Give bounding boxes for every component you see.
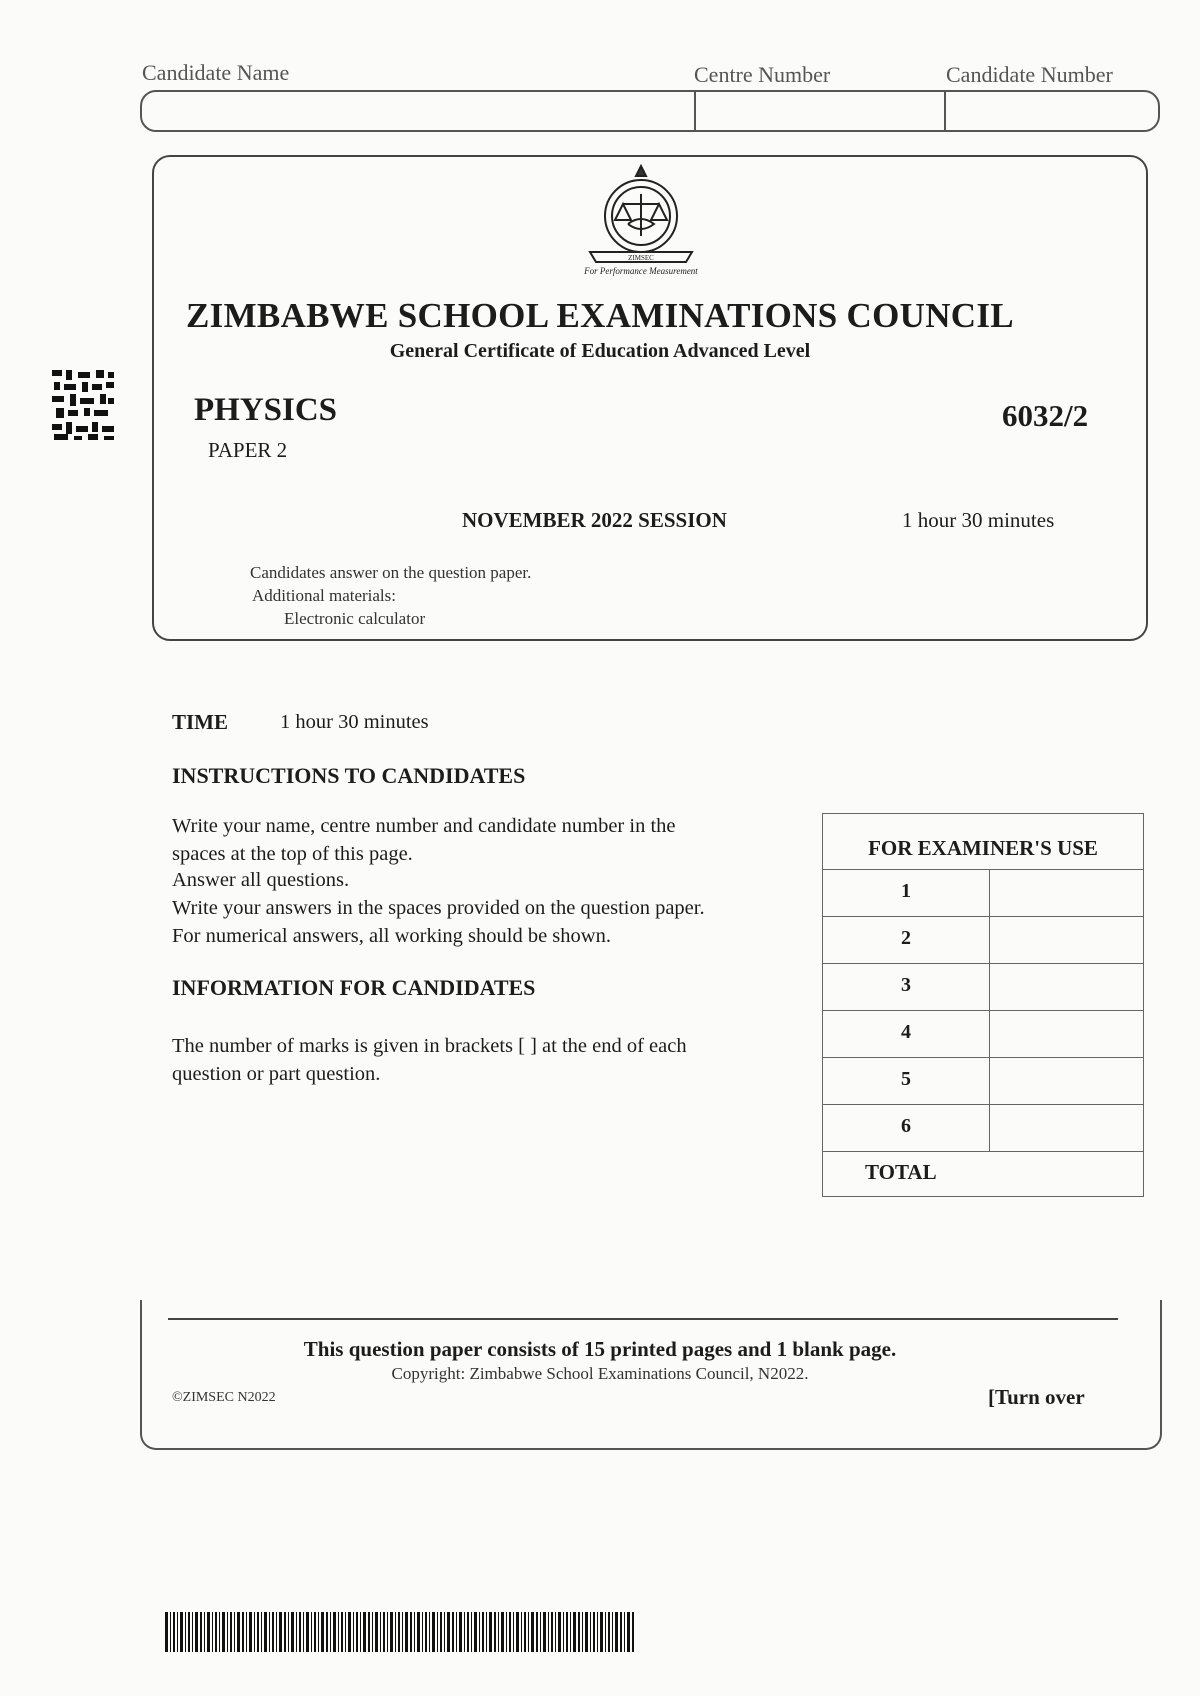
instructions-line: Write your name, centre number and candidate number in the [172,815,676,837]
instructions-line: Answer all questions. [172,869,350,891]
information-line: question or part question. [172,1063,381,1085]
candidate-name-label: Candidate Name [142,60,290,85]
motto-text: For Performance Measurement [584,266,698,276]
qr-code [50,368,116,442]
qualification-title: General Certificate of Education Advanced Level [389,340,811,362]
time-value: 1 hour 30 minutes [280,711,429,733]
barcode [165,1612,635,1652]
materials-label: Additional materials: [252,586,396,605]
instructions-line: For numerical answers, all working should be shown. [172,925,611,947]
mark-cell[interactable] [989,964,1143,1010]
table-row [823,1010,1143,1057]
question-number: 1 [901,880,911,902]
question-number: 3 [901,974,911,996]
turn-over-note: [Turn over [988,1385,1085,1409]
mark-cell[interactable] [989,1058,1143,1104]
paper-number: PAPER 2 [208,438,288,462]
question-number: 5 [901,1068,911,1090]
duration-label: 1 hour 30 minutes [902,508,1055,532]
syllabus-code: 6032/2 [1002,398,1089,433]
information-line: The number of marks is given in brackets [ ] at the end of each [172,1035,687,1057]
time-label: TIME [172,710,229,734]
question-number: 4 [901,1021,911,1043]
materials-item: Electronic calculator [284,609,426,628]
answer-note: Candidates answer on the question paper. [250,563,532,582]
information-heading: INFORMATION FOR CANDIDATES [172,975,536,1000]
centre-number-field[interactable] [698,94,942,130]
mark-cell[interactable] [989,1105,1143,1151]
total-row [823,1151,1143,1198]
council-title: ZIMBABWE SCHOOL EXAMINATIONS COUNCIL [186,296,1014,335]
session-label: NOVEMBER 2022 SESSION [462,508,727,532]
crest-banner-text: ZIMSEC [628,254,654,262]
page-count-note: This question paper consists of 15 printed pages and 1 blank page. [303,1337,897,1361]
box-divider [944,92,946,132]
table-row [823,869,1143,916]
box-divider [694,92,696,132]
instructions-heading: INSTRUCTIONS TO CANDIDATES [172,763,526,788]
candidate-name-field[interactable] [145,94,693,130]
mark-cell[interactable] [989,1011,1143,1057]
question-number: 2 [901,927,911,949]
zimsec-crest-logo [566,160,716,278]
total-label: TOTAL [865,1160,937,1184]
footer-divider [168,1318,1118,1320]
examiner-use-table [822,813,1144,1197]
table-row [823,1104,1143,1151]
zimsec-code: ©ZIMSEC N2022 [172,1390,276,1405]
mark-cell[interactable] [989,870,1143,916]
candidate-number-label: Candidate Number [946,62,1113,87]
centre-number-label: Centre Number [694,62,831,87]
examiner-table-heading: FOR EXAMINER'S USE [868,836,1098,860]
table-row [823,963,1143,1010]
mark-cell[interactable] [989,917,1143,963]
candidate-number-field[interactable] [948,94,1156,130]
table-row [823,1057,1143,1104]
question-number: 6 [901,1115,911,1137]
instructions-line: Write your answers in the spaces provided on the question paper. [172,897,705,919]
instructions-line: spaces at the top of this page. [172,843,413,865]
copyright-note: Copyright: Zimbabwe School Examinations Council, N2022. [391,1364,809,1383]
table-row [823,916,1143,963]
subject-title: PHYSICS [194,392,338,428]
